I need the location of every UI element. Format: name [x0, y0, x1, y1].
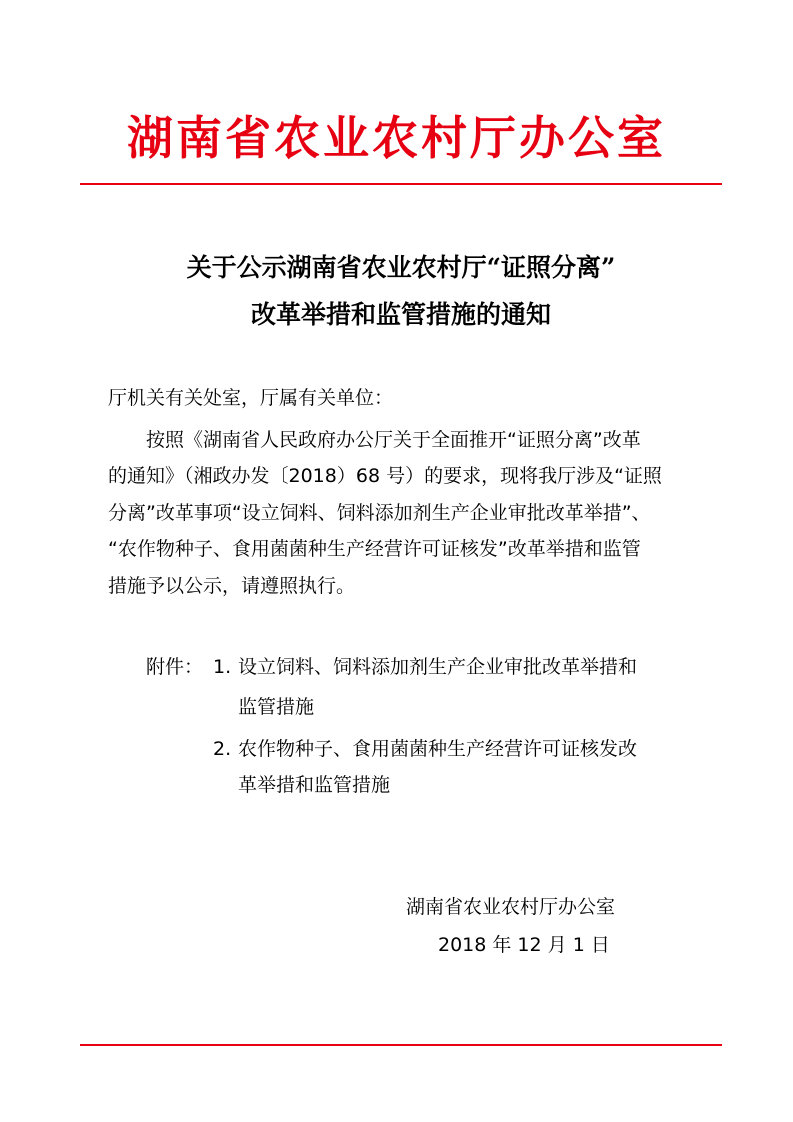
- attachment-title: 设立饲料、饲料添加剂生产企业审批改革举措和: [238, 656, 638, 678]
- footer-red-rule: [80, 1044, 722, 1046]
- attachment-number: 2.: [213, 738, 232, 760]
- attachment-title-continued: 监管措施: [238, 696, 315, 718]
- paragraph-line: 的通知》（湘政办发〔2018）68 号）的要求，现将我厅涉及“证照: [108, 465, 662, 488]
- attachment-number: 1.: [213, 656, 232, 678]
- paragraph-line: 分离”改革事项“设立饲料、饲料添加剂生产企业审批改革举措”、: [108, 501, 651, 524]
- attachment-title: 农作物种子、食用菌菌种生产经营许可证核发改: [238, 738, 638, 760]
- document-title-line-1: 关于公示湖南省农业农村厅“证照分离”: [186, 253, 616, 282]
- attachment-title-continued: 革举措和监管措施: [238, 774, 391, 796]
- agency-letterhead: 湖南省农业农村厅办公室: [127, 111, 666, 165]
- paragraph-line: 按照《湖南省人民政府办公厅关于全面推开“证照分离”改革: [146, 429, 641, 451]
- letterhead-red-rule: [80, 183, 722, 185]
- paragraph-line: “农作物种子、食用菌菌种生产经营许可证核发”改革举措和监管: [108, 538, 641, 561]
- salutation: 厅机关有关处室，厅属有关单位：: [108, 387, 394, 409]
- attachments-label: 附件：: [146, 656, 204, 678]
- paragraph-line: 措施予以公示，请遵照执行。: [108, 574, 356, 597]
- body-paragraph: [108, 422, 698, 604]
- issuer-signature: 湖南省农业农村厅办公室: [406, 896, 616, 918]
- issue-date: 2018 年 12 月 1 日: [438, 934, 610, 956]
- document-title-line-2: 改革举措和监管措施的通知: [250, 300, 551, 329]
